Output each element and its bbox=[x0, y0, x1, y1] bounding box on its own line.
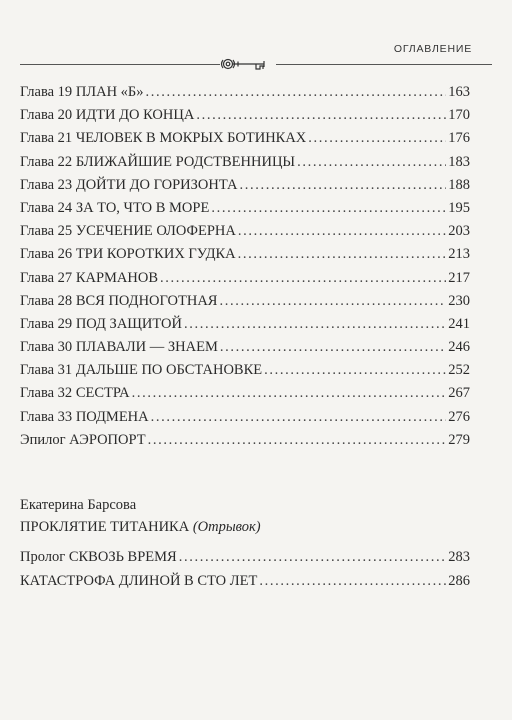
toc-entry-number: Глава 20 bbox=[20, 107, 73, 124]
toc-entry-label bbox=[20, 409, 149, 426]
toc-entry-title: БЛИЖАЙШИЕ РОДСТВЕННИЦЫ bbox=[75, 153, 296, 170]
dot-leader bbox=[184, 316, 446, 333]
toc-entry-number: Глава 29 bbox=[20, 315, 73, 332]
dot-leader bbox=[179, 549, 447, 566]
toc-entry-title: АЭРОПОРТ bbox=[69, 431, 146, 448]
toc-entry-page: 203 bbox=[448, 223, 470, 240]
toc-entry-label bbox=[20, 573, 257, 590]
toc-entry-page: 283 bbox=[448, 549, 470, 565]
toc-entry-label bbox=[20, 339, 218, 356]
toc-entry-page: 276 bbox=[448, 408, 470, 425]
toc-entry-number: Глава 23 bbox=[20, 176, 73, 193]
toc-entry-title: ВСЯ ПОДНОГОТНАЯ bbox=[75, 292, 218, 309]
appendix-section bbox=[20, 497, 470, 597]
toc-entry-number: Глава 32 bbox=[20, 385, 73, 402]
dot-leader bbox=[308, 130, 446, 147]
toc-entry-page: 246 bbox=[448, 339, 470, 356]
dot-leader bbox=[259, 573, 446, 590]
toc-entry-title: ПЛАН «Б» bbox=[75, 84, 144, 100]
toc-entry-number: Глава 26 bbox=[20, 246, 73, 263]
toc-entry-title: КАТАСТРОФА ДЛИНОЙ В СТО ЛЕТ bbox=[20, 573, 258, 589]
toc-entry-page: 267 bbox=[448, 385, 470, 402]
toc-entry-label bbox=[20, 177, 237, 194]
toc-entry bbox=[20, 246, 470, 269]
dot-leader bbox=[146, 84, 447, 101]
toc-entry bbox=[20, 293, 470, 316]
dot-leader bbox=[196, 107, 446, 124]
dot-leader bbox=[220, 339, 446, 356]
toc-entry-page: 163 bbox=[448, 84, 470, 100]
toc-entry bbox=[20, 154, 470, 177]
toc-entry-label bbox=[20, 246, 236, 263]
book-title-text: ПРОКЛЯТИЕ ТИТАНИКА bbox=[20, 519, 190, 535]
toc-entry bbox=[20, 409, 470, 432]
dot-leader bbox=[160, 270, 446, 287]
dot-leader bbox=[151, 409, 447, 426]
toc-entry-number: Глава 25 bbox=[20, 223, 73, 240]
toc-entry-label bbox=[20, 200, 209, 217]
toc-entry-number: Глава 19 bbox=[20, 84, 73, 100]
toc-entry-title: ПОД ЗАЩИТОЙ bbox=[75, 315, 182, 332]
dot-leader bbox=[238, 246, 447, 263]
toc-entry-number: Глава 31 bbox=[20, 362, 73, 379]
toc-entry-title: ИДТИ ДО КОНЦА bbox=[75, 107, 195, 124]
toc-entry bbox=[20, 177, 470, 200]
toc-entry-label bbox=[20, 107, 194, 124]
toc-entry-page: 188 bbox=[448, 176, 470, 193]
toc-entry-title: ПОДМЕНА bbox=[75, 408, 149, 425]
toc-entry-number: Глава 28 bbox=[20, 292, 73, 309]
running-head: ОГЛАВЛЕНИЕ bbox=[393, 43, 472, 55]
toc-entry-number: Глава 21 bbox=[20, 130, 73, 147]
toc-entry-title: СЕСТРА bbox=[75, 385, 130, 402]
toc-entry bbox=[20, 385, 470, 408]
toc-entry-number: Пролог bbox=[20, 549, 66, 565]
toc-entry-page: 217 bbox=[448, 269, 470, 286]
toc-entry-label bbox=[20, 270, 158, 287]
toc-entry-title: ЧЕЛОВЕК В МОКРЫХ БОТИНКАХ bbox=[75, 130, 307, 147]
toc-entry-page: 286 bbox=[448, 573, 470, 589]
dot-leader bbox=[239, 177, 446, 194]
appendix-author: Екатерина Барсова bbox=[20, 497, 137, 513]
toc-entry-number: Глава 22 bbox=[20, 153, 73, 170]
toc-entry bbox=[20, 362, 470, 385]
toc-entry bbox=[20, 573, 470, 597]
toc-entry-page: 213 bbox=[448, 246, 470, 263]
dot-leader bbox=[264, 362, 446, 379]
toc-entry-title: ДАЛЬШЕ ПО ОБСТАНОВКЕ bbox=[75, 362, 263, 379]
toc-entry bbox=[20, 223, 470, 246]
toc-entry bbox=[20, 316, 470, 339]
toc-entry bbox=[20, 270, 470, 293]
toc-entry-title: ТРИ КОРОТКИХ ГУДКА bbox=[75, 246, 236, 263]
toc-entry bbox=[20, 84, 470, 107]
appendix-entries bbox=[20, 549, 470, 597]
toc-entry-label bbox=[20, 293, 217, 310]
toc-entry bbox=[20, 432, 470, 455]
dot-leader bbox=[211, 200, 446, 217]
toc-entry-title: СКВОЗЬ ВРЕМЯ bbox=[68, 549, 177, 565]
toc-entry-page: 230 bbox=[448, 292, 470, 309]
toc-entry-page: 241 bbox=[448, 315, 470, 332]
key-ornament-icon bbox=[220, 55, 276, 73]
toc-entry-label bbox=[20, 130, 306, 147]
toc-entry-label bbox=[20, 549, 177, 566]
toc-entry-number: Глава 27 bbox=[20, 269, 73, 286]
toc-entry bbox=[20, 549, 470, 573]
toc-entry-number: Глава 30 bbox=[20, 339, 73, 356]
toc-entry-number: Глава 24 bbox=[20, 199, 73, 216]
toc-entry-label bbox=[20, 84, 144, 101]
toc-entry-page: 176 bbox=[448, 130, 470, 147]
dot-leader bbox=[238, 223, 446, 240]
toc-entry-number: Эпилог bbox=[20, 431, 66, 448]
table-of-contents bbox=[20, 84, 470, 455]
toc-entry-title: ДОЙТИ ДО ГОРИЗОНТА bbox=[75, 176, 238, 193]
dot-leader bbox=[297, 154, 446, 171]
toc-entry-number: Глава 33 bbox=[20, 408, 73, 425]
toc-entry-title: ПЛАВАЛИ — ЗНАЕМ bbox=[75, 339, 218, 356]
toc-entry bbox=[20, 339, 470, 362]
toc-entry-label bbox=[20, 432, 146, 449]
appendix-book-title bbox=[20, 519, 470, 541]
book-title-note: (Отрывок) bbox=[192, 519, 261, 535]
toc-entry bbox=[20, 200, 470, 223]
toc-entry-label bbox=[20, 154, 295, 171]
toc-entry bbox=[20, 130, 470, 153]
dot-leader bbox=[219, 293, 446, 310]
dot-leader bbox=[132, 385, 447, 402]
toc-entry-page: 183 bbox=[448, 153, 470, 170]
toc-entry bbox=[20, 107, 470, 130]
toc-entry-label bbox=[20, 362, 262, 379]
toc-entry-label bbox=[20, 223, 236, 240]
toc-entry-page: 195 bbox=[448, 199, 470, 216]
toc-entry-title: КАРМАНОВ bbox=[75, 269, 158, 286]
dot-leader bbox=[148, 432, 447, 449]
toc-entry-page: 279 bbox=[448, 431, 470, 448]
toc-entry-page: 170 bbox=[448, 107, 470, 124]
toc-entry-label bbox=[20, 385, 130, 402]
toc-entry-title: ЗА ТО, ЧТО В МОРЕ bbox=[75, 199, 210, 216]
toc-entry-title: УСЕЧЕНИЕ ОЛОФЕРНА bbox=[75, 223, 236, 240]
toc-entry-page: 252 bbox=[448, 362, 470, 379]
toc-entry-label bbox=[20, 316, 182, 333]
